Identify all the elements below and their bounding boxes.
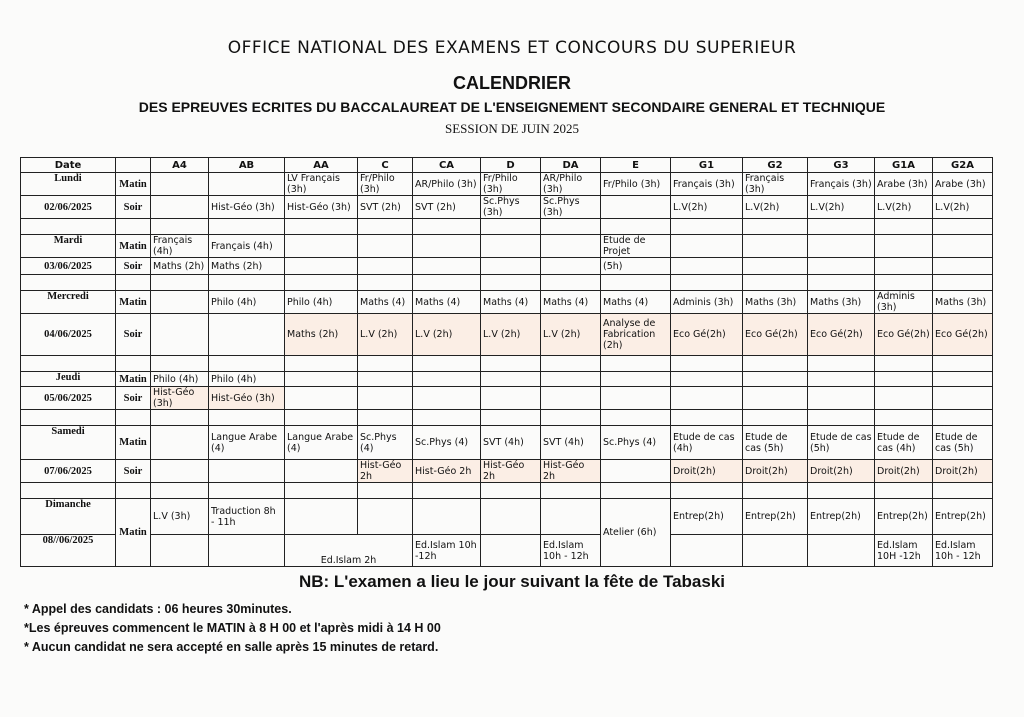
column-header: D <box>481 158 541 173</box>
table-row <box>21 291 993 314</box>
empty-cell <box>358 356 413 372</box>
exam-cell <box>743 387 808 410</box>
empty-cell <box>481 275 541 291</box>
exam-cell: Fr/Philo (3h) <box>358 173 413 196</box>
day-name: Mardi <box>21 235 116 258</box>
exam-cell: SVT (4h) <box>541 426 601 460</box>
empty-cell <box>808 483 875 499</box>
header-row <box>21 158 993 173</box>
exam-cell: Eco Gé(2h) <box>933 314 993 356</box>
empty-cell <box>743 410 808 426</box>
empty-cell <box>285 483 358 499</box>
exam-cell <box>151 196 209 219</box>
empty-cell <box>808 275 875 291</box>
exam-cell <box>671 258 743 275</box>
exam-cell: L.V (2h) <box>413 314 481 356</box>
exam-cell: L.V(2h) <box>808 196 875 219</box>
exam-cell: Français (3h) <box>671 173 743 196</box>
exam-cell: Droit(2h) <box>671 460 743 483</box>
exam-cell <box>285 258 358 275</box>
empty-cell <box>413 410 481 426</box>
exam-cell <box>808 372 875 387</box>
column-header: E <box>601 158 671 173</box>
exam-cell: Arabe (3h) <box>875 173 933 196</box>
exam-cell: L.V (2h) <box>358 314 413 356</box>
empty-cell <box>601 219 671 235</box>
exam-cell: Hist-Géo (3h) <box>151 387 209 410</box>
empty-cell <box>743 219 808 235</box>
exam-cell: Entrep(2h) <box>671 499 743 535</box>
exam-cell: Ed.Islam 10H -12h <box>875 535 933 567</box>
exam-cell <box>151 173 209 196</box>
exam-cell: Maths (2h) <box>209 258 285 275</box>
separator-row <box>21 356 993 372</box>
empty-cell <box>358 483 413 499</box>
empty-cell <box>481 410 541 426</box>
exam-cell <box>285 235 358 258</box>
exam-cell: LV Français (3h) <box>285 173 358 196</box>
exam-cell <box>481 372 541 387</box>
exam-cell <box>358 235 413 258</box>
exam-cell: Maths (4) <box>541 291 601 314</box>
organization-header: OFFICE NATIONAL DES EXAMENS ET CONCOURS DU SUPERIEUR <box>227 38 797 58</box>
exam-cell: Hist-Géo (3h) <box>209 387 285 410</box>
exam-cell <box>541 372 601 387</box>
period-label: Soir <box>116 314 151 356</box>
exam-cell <box>358 372 413 387</box>
exam-cell: Arabe (3h) <box>933 173 993 196</box>
exam-cell: Philo (4h) <box>285 291 358 314</box>
empty-cell <box>209 356 285 372</box>
exam-cell: Sc.Phys (4) <box>413 426 481 460</box>
exam-cell: L.V (2h) <box>541 314 601 356</box>
exam-cell: Hist-Géo (3h) <box>209 196 285 219</box>
exam-cell: Sc.Phys (3h) <box>481 196 541 219</box>
exam-cell: Etude de cas (5h) <box>743 426 808 460</box>
exam-cell: Maths (2h) <box>285 314 358 356</box>
exam-cell: Eco Gé(2h) <box>875 314 933 356</box>
separator-row <box>21 275 993 291</box>
exam-cell: Etude de cas (5h) <box>808 426 875 460</box>
exam-cell: Hist-Géo 2h <box>481 460 541 483</box>
exam-cell: Ed.Islam 10h - 12h <box>933 535 993 567</box>
column-header: G3 <box>808 158 875 173</box>
day-name: Mercredi <box>21 291 116 314</box>
exam-cell <box>541 387 601 410</box>
exam-cell <box>481 258 541 275</box>
exam-cell <box>671 235 743 258</box>
exam-cell: L.V(2h) <box>875 196 933 219</box>
empty-cell <box>209 535 285 567</box>
exam-cell <box>285 372 358 387</box>
exam-cell: Français (4h) <box>209 235 285 258</box>
column-header: G1 <box>671 158 743 173</box>
exam-cell: Etude de cas (4h) <box>875 426 933 460</box>
exam-cell: Maths (3h) <box>933 291 993 314</box>
empty-cell <box>21 483 116 499</box>
empty-cell <box>413 356 481 372</box>
exam-cell: Traduction 8h - 11h <box>209 499 285 535</box>
empty-cell <box>413 483 481 499</box>
exam-cell <box>151 426 209 460</box>
exam-cell <box>671 372 743 387</box>
exam-cell: Maths (3h) <box>808 291 875 314</box>
exam-cell <box>481 235 541 258</box>
empty-cell <box>743 535 808 567</box>
column-header: G1A <box>875 158 933 173</box>
exam-cell: Sc.Phys (4) <box>601 426 671 460</box>
empty-cell <box>601 275 671 291</box>
exam-cell: AR/Philo (3h) <box>541 173 601 196</box>
exam-cell <box>151 314 209 356</box>
exam-cell <box>933 372 993 387</box>
table-row <box>21 387 993 410</box>
exam-cell: Maths (4) <box>358 291 413 314</box>
period-label: Soir <box>116 196 151 219</box>
exam-cell: Droit(2h) <box>808 460 875 483</box>
empty-cell <box>285 219 358 235</box>
exam-schedule-table <box>20 157 993 567</box>
empty-cell <box>116 219 151 235</box>
exam-cell: SVT (2h) <box>358 196 413 219</box>
empty-cell <box>21 219 116 235</box>
separator-row <box>21 219 993 235</box>
exam-cell <box>481 387 541 410</box>
empty-cell <box>285 499 358 535</box>
instruction-line: *Les épreuves commencent le MATIN à 8 H 00 et l'après midi à 14 H 00 <box>24 621 441 635</box>
period-label: Soir <box>116 460 151 483</box>
exam-cell: Entrep(2h) <box>743 499 808 535</box>
empty-cell <box>541 275 601 291</box>
table-row <box>21 235 993 258</box>
exam-cell <box>209 173 285 196</box>
exam-cell <box>808 235 875 258</box>
exam-cell: Sc.Phys (4) <box>358 426 413 460</box>
column-header: DA <box>541 158 601 173</box>
exam-cell <box>601 387 671 410</box>
empty-cell <box>875 275 933 291</box>
session-label: SESSION DE JUIN 2025 <box>445 121 579 136</box>
table-row <box>21 499 993 535</box>
day-date: 02/06/2025 <box>21 196 116 219</box>
empty-cell <box>933 275 993 291</box>
empty-cell <box>358 219 413 235</box>
exam-cell <box>933 387 993 410</box>
period-label: Matin <box>116 372 151 387</box>
empty-cell <box>358 275 413 291</box>
exam-cell: Hist-Géo 2h <box>541 460 601 483</box>
empty-cell <box>671 356 743 372</box>
exam-cell: Entrep(2h) <box>875 499 933 535</box>
exam-cell: Maths (4) <box>481 291 541 314</box>
exam-cell: Sc.Phys (3h) <box>541 196 601 219</box>
empty-cell <box>413 499 481 535</box>
exam-cell: Etude de cas (5h) <box>933 426 993 460</box>
empty-cell <box>21 356 116 372</box>
empty-cell <box>743 483 808 499</box>
empty-cell <box>671 410 743 426</box>
empty-cell <box>285 275 358 291</box>
empty-cell <box>671 219 743 235</box>
empty-cell <box>875 356 933 372</box>
column-header: AB <box>209 158 285 173</box>
empty-cell <box>481 356 541 372</box>
column-header: G2 <box>743 158 808 173</box>
nb-note: NB: L'examen a lieu le jour suivant la fête de Tabaski <box>298 572 726 591</box>
empty-cell <box>808 219 875 235</box>
exam-cell <box>743 258 808 275</box>
exam-cell <box>358 258 413 275</box>
empty-cell <box>541 499 601 535</box>
table-row <box>21 173 993 196</box>
empty-cell <box>285 356 358 372</box>
exam-cell: Philo (4h) <box>209 372 285 387</box>
exam-cell: L.V (2h) <box>481 314 541 356</box>
empty-cell <box>116 483 151 499</box>
empty-cell <box>808 535 875 567</box>
exam-cell <box>875 387 933 410</box>
exam-cell <box>808 387 875 410</box>
period-label: Soir <box>116 387 151 410</box>
exam-cell: Entrep(2h) <box>808 499 875 535</box>
empty-cell <box>285 410 358 426</box>
exam-cell <box>875 235 933 258</box>
exam-cell <box>933 235 993 258</box>
exam-cell: AR/Philo (3h) <box>413 173 481 196</box>
empty-cell <box>151 535 209 567</box>
empty-cell <box>541 219 601 235</box>
exam-cell: Langue Arabe (4) <box>209 426 285 460</box>
separator-row <box>21 410 993 426</box>
empty-cell <box>209 275 285 291</box>
empty-cell <box>601 410 671 426</box>
exam-cell <box>209 314 285 356</box>
exam-cell: Eco Gé(2h) <box>671 314 743 356</box>
exam-cell <box>933 258 993 275</box>
empty-cell <box>151 356 209 372</box>
empty-cell <box>808 356 875 372</box>
empty-cell <box>601 356 671 372</box>
exam-cell <box>151 291 209 314</box>
exam-cell: Droit(2h) <box>743 460 808 483</box>
empty-cell <box>743 356 808 372</box>
exam-cell: Eco Gé(2h) <box>743 314 808 356</box>
day-name: Dimanche <box>21 499 116 535</box>
table-row <box>21 460 993 483</box>
exam-cell <box>151 460 209 483</box>
column-header: C <box>358 158 413 173</box>
period-label: Matin <box>116 426 151 460</box>
exam-cell <box>358 387 413 410</box>
exam-cell: Adminis (3h) <box>875 291 933 314</box>
empty-cell <box>21 410 116 426</box>
exam-cell <box>413 387 481 410</box>
exam-cell: Maths (4) <box>413 291 481 314</box>
empty-cell <box>671 483 743 499</box>
exam-cell <box>875 372 933 387</box>
table-row <box>21 535 993 567</box>
exam-cell <box>601 196 671 219</box>
empty-cell <box>875 483 933 499</box>
column-header <box>116 158 151 173</box>
empty-cell <box>481 535 541 567</box>
exam-cell <box>285 387 358 410</box>
exam-cell: L.V(2h) <box>671 196 743 219</box>
empty-cell <box>933 219 993 235</box>
empty-cell <box>481 499 541 535</box>
exam-cell: Hist-Géo 2h <box>358 460 413 483</box>
day-name: Lundi <box>21 173 116 196</box>
period-label: Matin <box>116 173 151 196</box>
day-name: Jeudi <box>21 372 116 387</box>
exam-cell: Français (3h) <box>808 173 875 196</box>
empty-cell <box>808 410 875 426</box>
exam-cell: Hist-Géo 2h <box>413 460 481 483</box>
exam-cell: Français (4h) <box>151 235 209 258</box>
exam-cell <box>413 235 481 258</box>
instruction-line: * Aucun candidat ne sera accepté en salle après 15 minutes de retard. <box>24 640 439 654</box>
empty-cell <box>671 535 743 567</box>
day-date: 07/06/2025 <box>21 460 116 483</box>
exam-cell: Fr/Philo (3h) <box>481 173 541 196</box>
empty-cell <box>875 410 933 426</box>
exam-cell: Fr/Philo (3h) <box>601 173 671 196</box>
empty-cell <box>151 410 209 426</box>
exam-cell: Maths (3h) <box>743 291 808 314</box>
exam-cell: (5h) <box>601 258 671 275</box>
empty-cell <box>358 499 413 535</box>
empty-cell <box>358 410 413 426</box>
period-label: Matin <box>116 235 151 258</box>
exam-cell: Maths (2h) <box>151 258 209 275</box>
empty-cell <box>933 410 993 426</box>
empty-cell <box>875 219 933 235</box>
day-date: 08//06/2025 <box>21 535 116 567</box>
exam-cell <box>671 387 743 410</box>
exam-cell: Philo (4h) <box>209 291 285 314</box>
exam-cell: SVT (2h) <box>413 196 481 219</box>
empty-cell <box>116 356 151 372</box>
exam-cell: Maths (4) <box>601 291 671 314</box>
exam-cell <box>743 372 808 387</box>
table-row <box>21 196 993 219</box>
empty-cell <box>541 410 601 426</box>
column-header: AA <box>285 158 358 173</box>
empty-cell <box>481 483 541 499</box>
day-date: 03/06/2025 <box>21 258 116 275</box>
period-label: Matin <box>116 291 151 314</box>
empty-cell <box>209 219 285 235</box>
exam-cell: Eco Gé(2h) <box>808 314 875 356</box>
empty-cell <box>541 483 601 499</box>
exam-cell: Ed.Islam 10h -12h <box>413 535 481 567</box>
exam-cell: Langue Arabe (4) <box>285 426 358 460</box>
exam-cell <box>413 258 481 275</box>
exam-cell: Hist-Géo (3h) <box>285 196 358 219</box>
exam-cell: SVT (4h) <box>481 426 541 460</box>
exam-cell <box>413 372 481 387</box>
column-header: Date <box>21 158 116 173</box>
exam-cell <box>808 258 875 275</box>
empty-cell <box>933 356 993 372</box>
empty-cell <box>116 275 151 291</box>
document-subtitle: DES EPREUVES ECRITES DU BACCALAUREAT DE L'ENSEIGNEMENT SECONDAIRE GENERAL ET TECHNIQUE <box>138 99 886 115</box>
empty-cell <box>151 483 209 499</box>
exam-cell <box>541 258 601 275</box>
empty-cell <box>151 275 209 291</box>
exam-cell <box>209 460 285 483</box>
exam-cell: Analyse de Fabrication (2h) <box>601 314 671 356</box>
empty-cell <box>413 219 481 235</box>
exam-cell: L.V(2h) <box>933 196 993 219</box>
empty-cell <box>933 483 993 499</box>
column-header: CA <box>413 158 481 173</box>
empty-cell <box>209 483 285 499</box>
instructions <box>24 600 441 657</box>
exam-cell <box>285 460 358 483</box>
empty-cell <box>743 275 808 291</box>
exam-cell: Philo (4h) <box>151 372 209 387</box>
exam-cell: L.V (3h) <box>151 499 209 535</box>
empty-cell <box>116 410 151 426</box>
table-row <box>21 372 993 387</box>
table-row <box>21 426 993 460</box>
exam-cell: Ed.Islam 2h <box>285 535 413 567</box>
day-date: 05/06/2025 <box>21 387 116 410</box>
day-date: 04/06/2025 <box>21 314 116 356</box>
empty-cell <box>21 275 116 291</box>
exam-cell: Adminis (3h) <box>671 291 743 314</box>
exam-cell: Atelier (6h) <box>601 499 671 567</box>
exam-cell: Droit(2h) <box>933 460 993 483</box>
exam-cell <box>541 235 601 258</box>
exam-cell <box>743 235 808 258</box>
empty-cell <box>541 356 601 372</box>
instruction-line: * Appel des candidats : 06 heures 30minutes. <box>24 602 292 616</box>
exam-cell: Ed.Islam 10h - 12h <box>541 535 601 567</box>
separator-row <box>21 483 993 499</box>
exam-cell: Droit(2h) <box>875 460 933 483</box>
exam-cell <box>601 372 671 387</box>
day-name: Samedi <box>21 426 116 460</box>
empty-cell <box>601 483 671 499</box>
exam-cell: Etude de cas (4h) <box>671 426 743 460</box>
empty-cell <box>413 275 481 291</box>
exam-cell: Entrep(2h) <box>933 499 993 535</box>
table-row <box>21 314 993 356</box>
period-label: Matin <box>116 499 151 567</box>
exam-cell: Français (3h) <box>743 173 808 196</box>
empty-cell <box>481 219 541 235</box>
column-header: G2A <box>933 158 993 173</box>
exam-cell <box>601 460 671 483</box>
column-header: A4 <box>151 158 209 173</box>
document-title: CALENDRIER <box>452 73 571 93</box>
empty-cell <box>209 410 285 426</box>
table-row <box>21 258 993 275</box>
exam-cell: Etude de Projet <box>601 235 671 258</box>
period-label: Soir <box>116 258 151 275</box>
empty-cell <box>671 275 743 291</box>
exam-cell <box>875 258 933 275</box>
exam-cell: L.V(2h) <box>743 196 808 219</box>
empty-cell <box>151 219 209 235</box>
